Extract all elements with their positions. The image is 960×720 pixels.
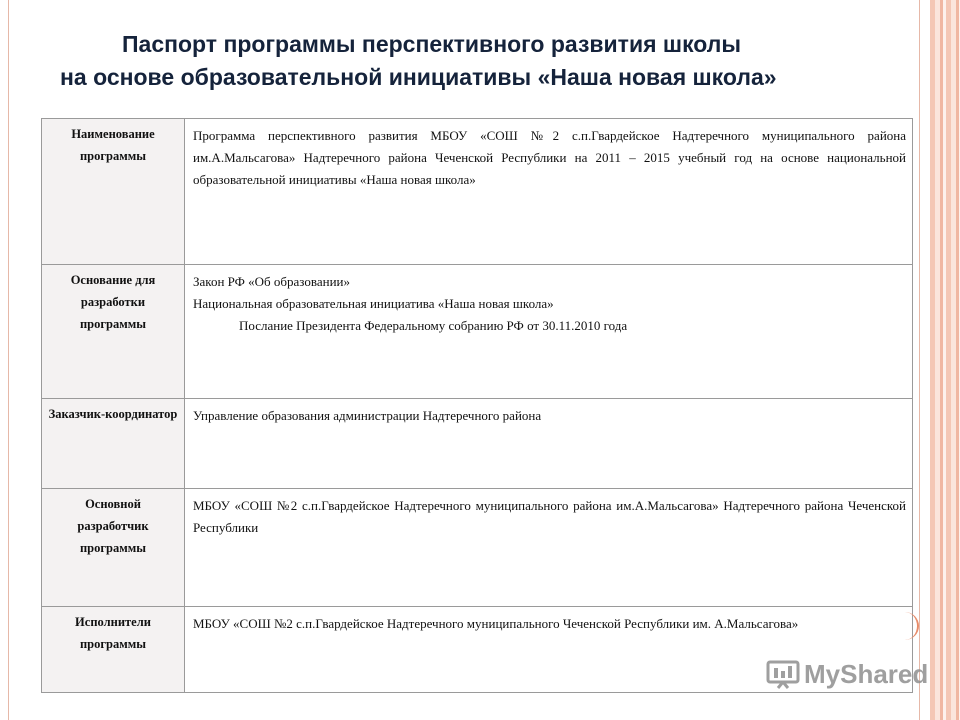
table-row xyxy=(42,119,913,265)
row-label: Наименование программы xyxy=(42,119,185,265)
program-passport-table xyxy=(41,118,913,693)
row-label: Основание для разработки программы xyxy=(42,265,185,399)
row-value: Управление образования администрации Надтеречного района xyxy=(185,399,913,489)
row-value: Программа перспективного развития МБОУ «СОШ №2 с.п.Гвардейское Надтеречного муниципального района им.А.Мальсагова» Надтеречного района Чеченской Республики на 2011 – 2015 учебный год на основе национальной образовательной инициативы «Наша новая школа» xyxy=(185,119,913,265)
row-label: Исполнители программы xyxy=(42,607,185,693)
table-row xyxy=(42,399,913,489)
decorative-stripes xyxy=(930,0,960,720)
value-line: Послание Президента Федеральному собранию РФ от 30.11.2010 года xyxy=(239,318,628,333)
presentation-icon xyxy=(766,659,800,689)
table-row xyxy=(42,265,913,399)
watermark xyxy=(766,654,928,694)
page-title xyxy=(60,28,910,94)
value-line: Национальная образовательная инициатива «Наша новая школа» xyxy=(193,296,554,311)
watermark-text: MyShared xyxy=(804,658,929,689)
value-line: Закон РФ «Об образовании» xyxy=(193,274,350,289)
row-label: Заказчик-координатор xyxy=(42,399,185,489)
title-line-1: Паспорт программы перспективного развития школы xyxy=(122,31,742,57)
title-line-2: на основе образовательной инициативы «Наша новая школа» xyxy=(60,64,777,90)
table-row xyxy=(42,489,913,607)
row-label: Основной разработчик программы xyxy=(42,489,185,607)
row-value: МБОУ «СОШ №2 с.п.Гвардейское Надтеречного муниципального Чеченской Республики им. А.Мальсагова» xyxy=(185,607,913,693)
row-value xyxy=(185,265,913,399)
row-value: МБОУ «СОШ №2 с.п.Гвардейское Надтеречного муниципального района им.А.Мальсагова» Надтеречного района Чеченской Республики xyxy=(185,489,913,607)
